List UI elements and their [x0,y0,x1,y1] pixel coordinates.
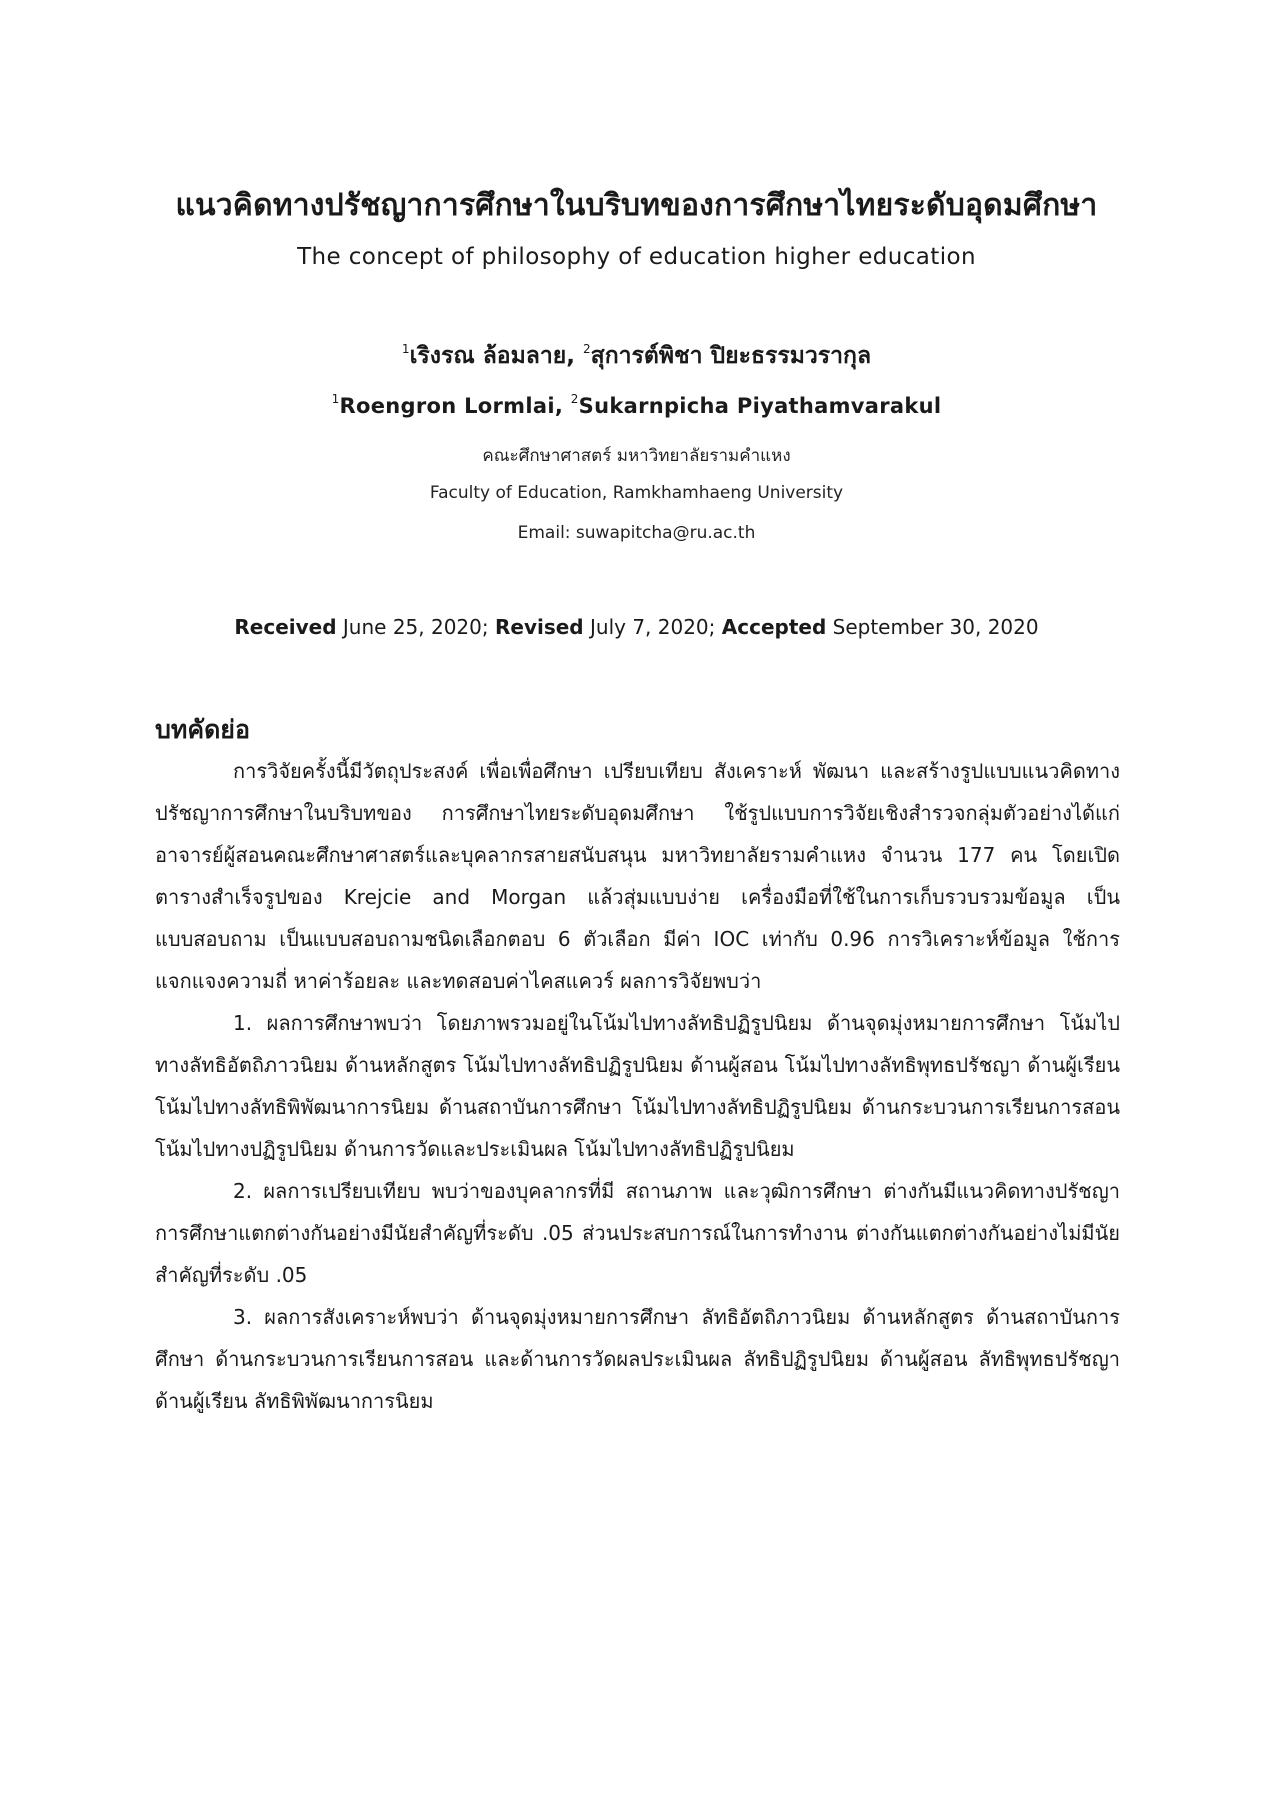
author2-name-thai: สุการต์พิชา ปิยะธรรมวรากุล [590,343,872,369]
abstract-heading: บทคัดย่อ [155,715,250,744]
authors-thai [0,338,1273,374]
abstract-paragraph: 3. ผลการสังเคราะห์พบว่า ด้านจุดมุ่งหมายการศึกษา ลัทธิอัตถิภาวนิยม ด้านหลักสูตร ด้านสถาบันการศึกษา ด้านกระบวนการเรียนการสอน และด้านการวัดผลประเมินผล ลัทธิปฏิรูปนิยม ด้านผู้สอน ลัทธิพุทธปรัชญา ด้านผู้เรียน ลัทธิพิพัฒนาการนิยม [155,1305,1120,1413]
email: Email: suwapitcha@ru.ac.th [517,523,756,543]
author2-superscript: 2 [583,342,591,356]
authors-english [0,392,1273,418]
author2-superscript-en: 2 [570,392,579,406]
revised-label: Revised [494,615,584,639]
affiliation-english: Faculty of Education, Ramkhamhaeng University [429,483,844,503]
received-label: Received [234,615,337,639]
author1-name-english: Roengron Lormlai, [339,394,564,418]
author1-superscript-en: 1 [331,392,340,406]
accepted-label: Accepted [721,615,827,639]
revised-date: July 7, 2020; [583,615,722,639]
author1-superscript: 1 [401,342,410,356]
abstract-paragraph: 1. ผลการศึกษาพบว่า โดยภาพรวมอยู่ในโน้มไปทางลัทธิปฏิรูปนิยม ด้านจุดมุ่งหมายการศึกษา โน้มไปทางลัทธิอัตถิภาวนิยม ด้านหลักสูตร โน้มไปทางลัทธิปฏิรูปนิยม ด้านผู้สอน โน้มไปทางลัทธิพุทธปรัชญา ด้านผู้เรียน โน้มไปทางลัทธิพิพัฒนาการนิยม ด้านสถาบันการศึกษา โน้มไปทางลัทธิปฏิรูปนิยม ด้านกระบวนการเรียนการสอน โน้มไปทางปฏิรูปนิยม ด้านการวัดและประเมินผล โน้มไปทางลัทธิปฏิรูปนิยม [155,1011,1120,1161]
author1-name-thai: เริงรณ ล้อมลาย, [409,343,575,369]
affiliation-thai: คณะศึกษาศาสตร์ มหาวิทยาลัยรามคำแหง [482,446,791,466]
received-date: June 25, 2020; [336,615,495,639]
abstract-paragraph: การวิจัยครั้งนี้มีวัตถุประสงค์ เพื่อเพื่อศึกษา เปรียบเทียบ สังเคราะห์ พัฒนา และสร้างรูปแบบแนวคิดทางปรัชญาการศึกษาในบริบทของ การศึกษาไทยระดับอุดมศึกษา ใช้รูปแบบการวิจัยเชิงสำรวจกลุ่มตัวอย่างได้แก่ อาจารย์ผู้สอนคณะศึกษาศาสตร์และบุคลากรสายสนับสนุน มหาวิทยาลัยรามคำแหง จำนวน 177 คน โดยเปิดตารางสำเร็จรูปของ Krejcie and Morgan แล้วสุ่มแบบง่าย เครื่องมือที่ใช้ในการเก็บรวบรวมข้อมูล เป็นแบบสอบถาม เป็นแบบสอบถามชนิดเลือกตอบ 6 ตัวเลือก มีค่า IOC เท่ากับ 0.96 การวิเคราะห์ข้อมูล ใช้การแจกแจงความถี่ หาค่าร้อยละ และทดสอบค่าไคสแควร์ ผลการวิจัยพบว่า [155,759,1120,993]
accepted-date: September 30, 2020 [826,615,1039,639]
title-thai: แนวคิดทางปรัชญาการศึกษาในบริบทของการศึกษาไทยระดับอุดมศึกษา [175,188,1098,223]
title-english: The concept of philosophy of education higher education [297,244,976,270]
author2-name-english: Sukarnpicha Piyathamvarakul [578,394,942,418]
abstract-body [155,750,1120,1422]
submission-dates [0,615,1273,639]
abstract-paragraph: 2. ผลการเปรียบเทียบ พบว่าของบุคลากรที่มี สถานภาพ และวุฒิการศึกษา ต่างกันมีแนวคิดทางปรัชญาการศึกษาแตกต่างกันอย่างมีนัยสำคัญที่ระดับ .05 ส่วนประสบการณ์ในการทำงาน ต่างกันแตกต่างกันอย่างไม่มีนัยสำคัญที่ระดับ .05 [155,1179,1120,1287]
